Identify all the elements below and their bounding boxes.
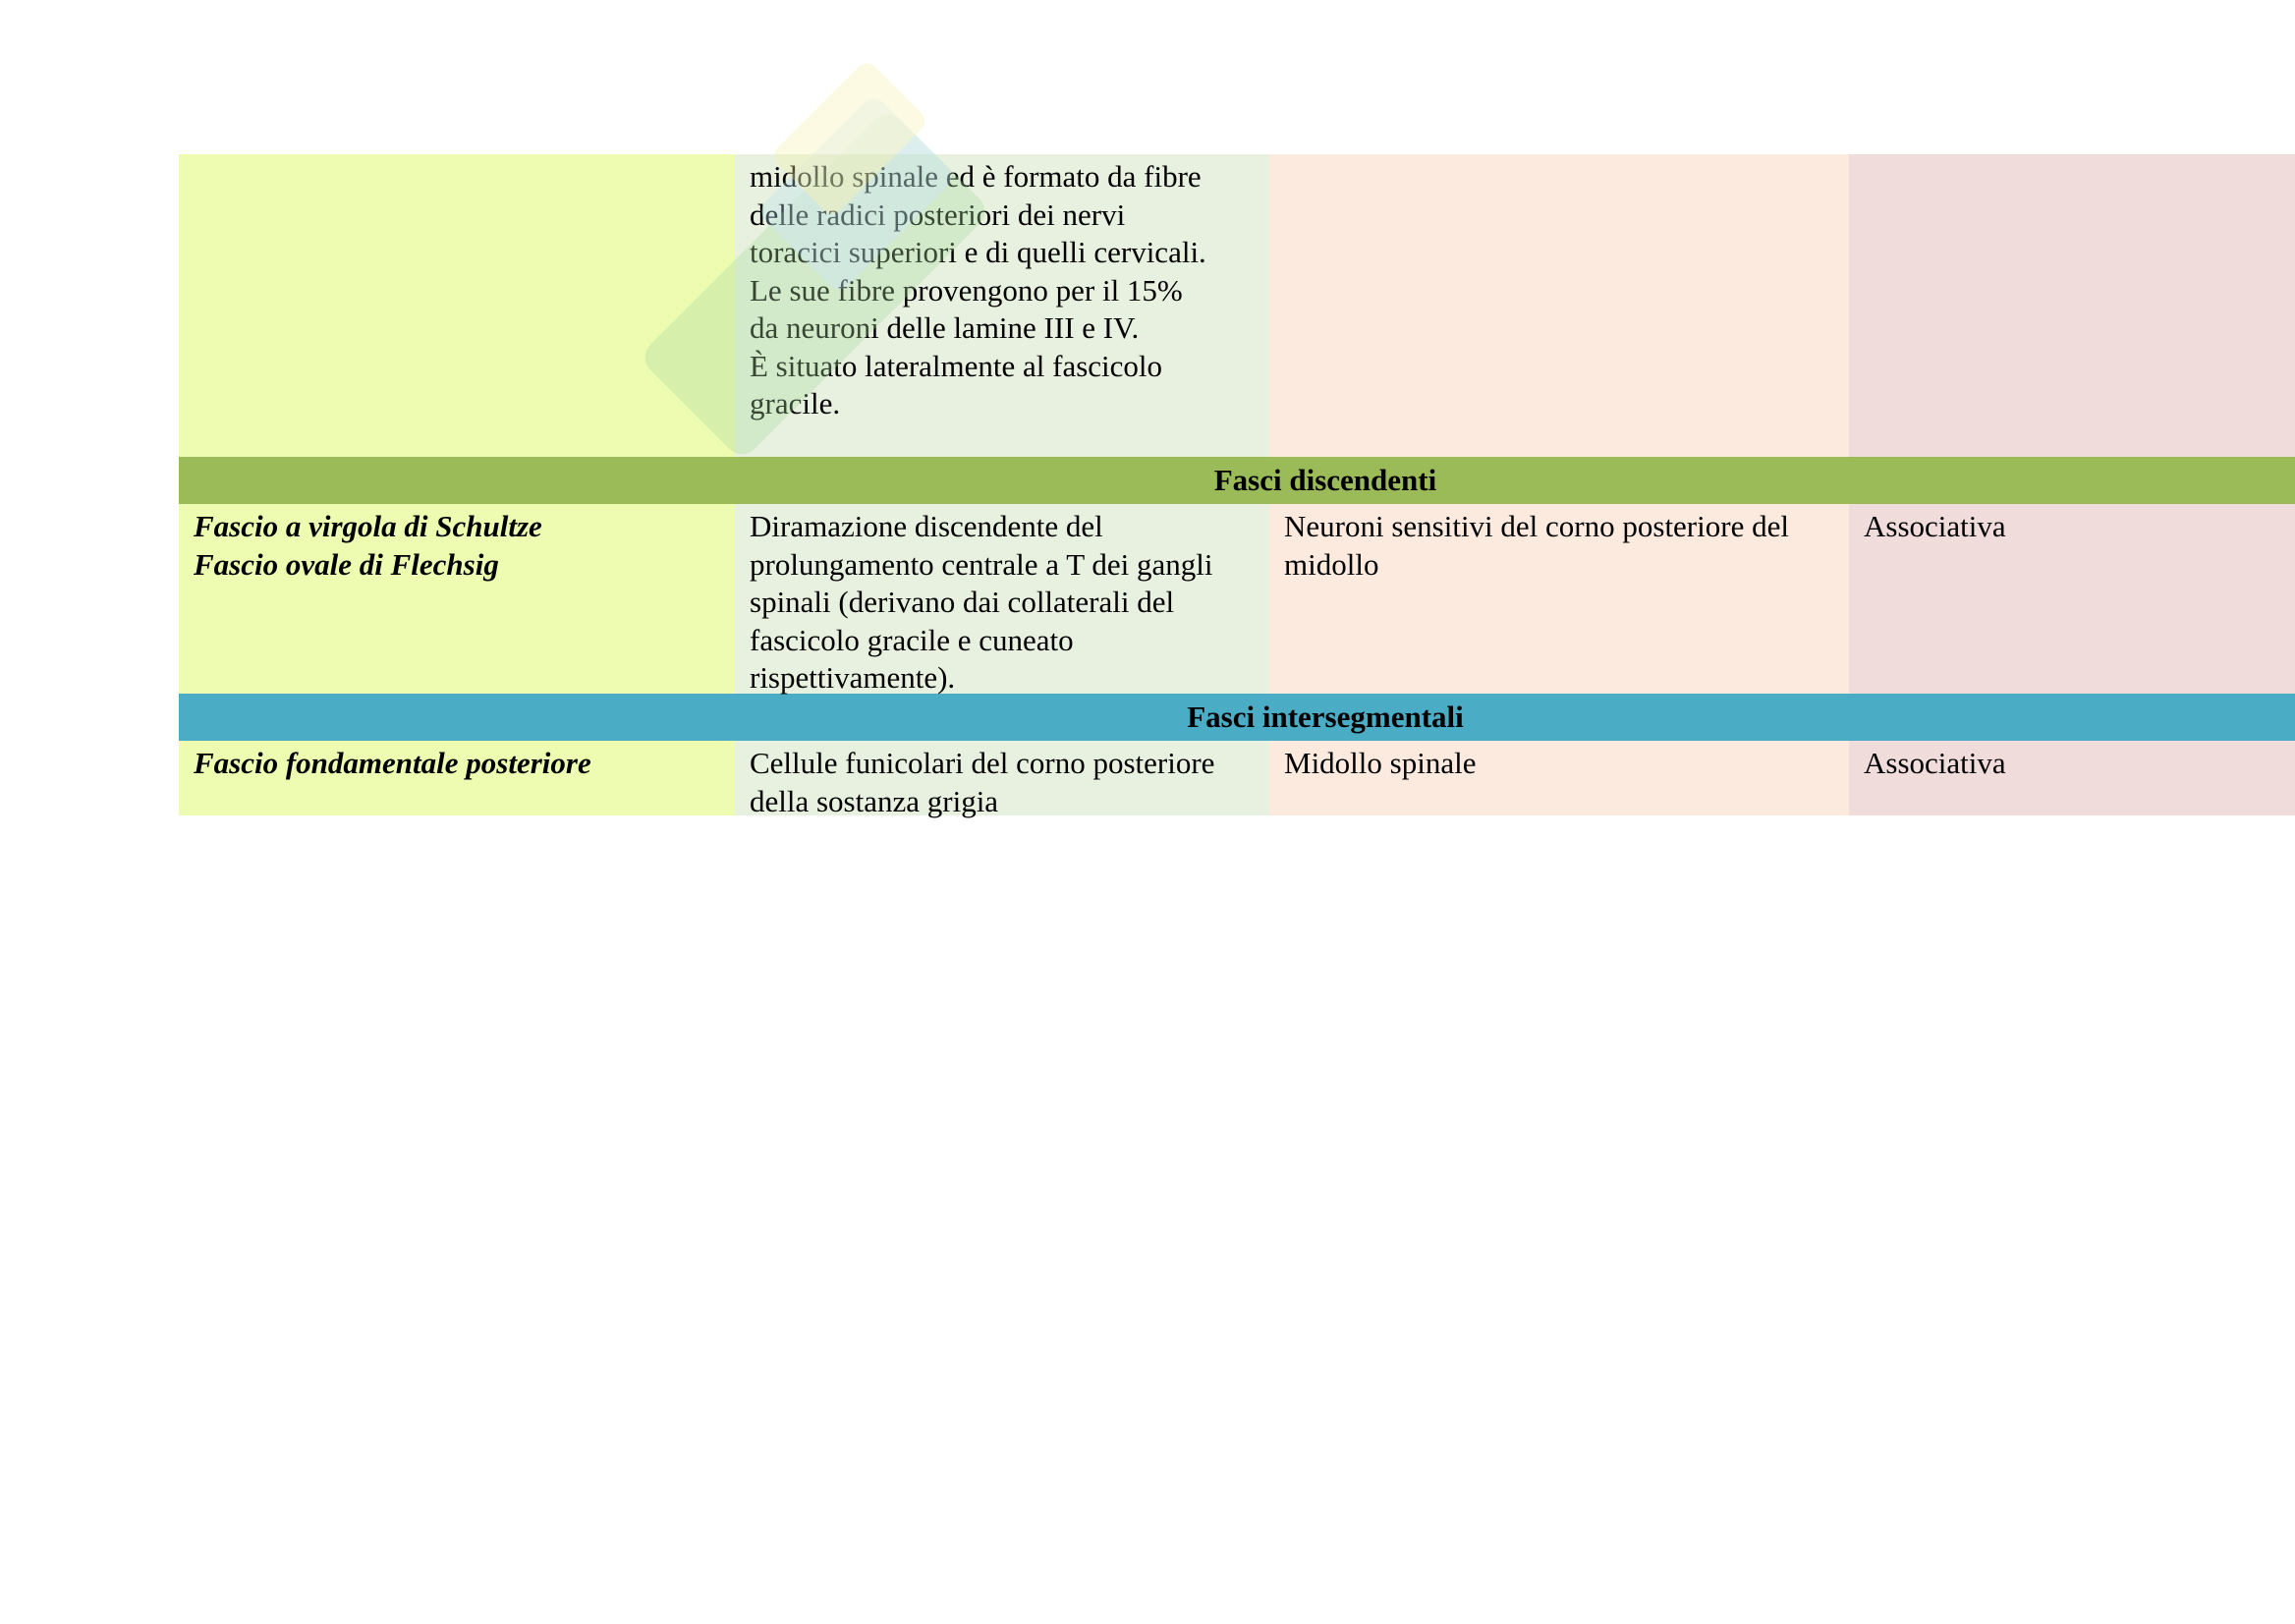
text-line: Cellule funicolari del corno posteriore [750, 746, 1215, 780]
cell-name [179, 741, 735, 815]
text-line: prolungamento centrale a T dei gangli [750, 546, 1213, 582]
text-line: spinali (derivano dai collaterali del [750, 585, 1175, 619]
text-line: gracile. [750, 386, 841, 420]
table-row-fondamentale [179, 741, 2295, 818]
cell-function [1849, 154, 2295, 457]
text-line: Neuroni sensitivi del corno posteriore del [1284, 509, 1789, 543]
text-line: da neuroni delle lamine III e IV. [750, 310, 1140, 345]
text-line: Diramazione discendente del [750, 509, 1103, 543]
cell-function [1849, 741, 2295, 815]
cell-termination [1269, 741, 1849, 815]
text-line: È situato lateralmente al fascicolo [750, 348, 1163, 383]
text-line: Le sue fibre provengono per il 15% [750, 272, 1183, 308]
cell-name [179, 504, 735, 694]
fasci-table [179, 154, 2295, 818]
tract-name: Fascio ovale di Flechsig [194, 546, 499, 582]
text-line: fascicolo gracile e cuneato [750, 622, 1074, 657]
cell-origin [735, 504, 1269, 694]
table-row-schultze [179, 504, 2295, 694]
table-row-continuation [179, 154, 2295, 457]
section-header-intersegmental: Fasci intersegmentali [179, 694, 2295, 741]
cell-origin [735, 741, 1269, 818]
cell-function [1849, 504, 2295, 694]
text-line: rispettivamente). [750, 660, 956, 695]
cell-termination [1269, 504, 1849, 694]
tract-name: Fascio fondamentale posteriore [194, 746, 591, 780]
function-value: Associativa [1864, 746, 2006, 780]
text-line: midollo [1284, 546, 1379, 582]
cell-name [179, 154, 735, 457]
text-line: della sostanza grigia [750, 783, 999, 818]
section-header-descending: Fasci discendenti [179, 457, 2295, 504]
function-value: Associativa [1864, 509, 2006, 543]
termination-value: Midollo spinale [1284, 746, 1477, 780]
cell-termination [1269, 154, 1849, 457]
tract-name: Fascio a virgola di Schultze [194, 509, 542, 543]
text-line: delle radici posteriori dei nervi [750, 196, 1126, 232]
text-line: toracici superiori e di quelli cervicali. [750, 235, 1206, 269]
text-line: midollo spinale ed è formato da fibre [750, 159, 1202, 194]
cell-origin [735, 154, 1269, 457]
